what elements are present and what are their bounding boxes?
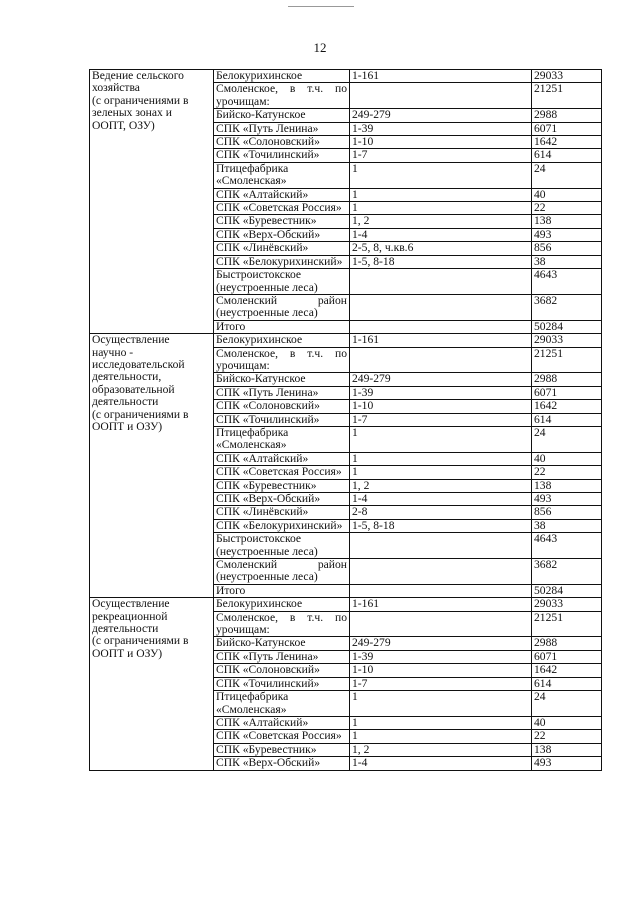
quarter-numbers-cell: 1 bbox=[350, 202, 532, 215]
quarter-numbers-cell: 1, 2 bbox=[350, 479, 532, 492]
purpose-line: рекреационной bbox=[92, 609, 168, 623]
quarter-numbers-cell: 1-10 bbox=[350, 136, 532, 149]
area-ha-cell: 6071 bbox=[532, 122, 602, 135]
quarter-numbers-cell bbox=[350, 611, 532, 637]
area-ha-cell: 29033 bbox=[532, 598, 602, 611]
forest-use-purpose bbox=[90, 598, 214, 770]
area-name-cell: СПК «Точилинский» bbox=[214, 149, 350, 162]
purpose-line: ООПТ и ОЗУ) bbox=[92, 419, 163, 433]
quarter-numbers-cell: 1-4 bbox=[350, 493, 532, 506]
quarter-numbers-cell: 1-161 bbox=[350, 70, 532, 83]
quarter-numbers-cell: 1 bbox=[350, 691, 532, 717]
area-name-cell: СПК «Советская Россия» bbox=[214, 730, 350, 743]
quarter-numbers-cell: 1-5, 8-18 bbox=[350, 255, 532, 268]
forest-use-table-body bbox=[90, 70, 602, 771]
area-ha-cell: 614 bbox=[532, 413, 602, 426]
purpose-line: зеленых зонах и bbox=[92, 106, 172, 120]
quarter-numbers-cell: 1 bbox=[350, 452, 532, 465]
quarter-numbers-cell: 1-10 bbox=[350, 400, 532, 413]
area-ha-cell: 22 bbox=[532, 466, 602, 479]
area-ha-cell: 21251 bbox=[532, 83, 602, 109]
quarter-numbers-cell: 249-279 bbox=[350, 109, 532, 122]
quarter-numbers-cell bbox=[350, 294, 532, 320]
quarter-numbers-cell: 2-8 bbox=[350, 506, 532, 519]
area-name-cell: Бийско-Катунское bbox=[214, 373, 350, 386]
area-name-cell: СПК «Алтайский» bbox=[214, 716, 350, 729]
area-name-cell: СПК «Алтайский» bbox=[214, 452, 350, 465]
quarter-numbers-cell bbox=[350, 533, 532, 559]
purpose-line: деятельности bbox=[92, 622, 159, 636]
forest-use-purpose bbox=[90, 70, 214, 334]
area-name-cell: СПК «Солоновский» bbox=[214, 664, 350, 677]
area-ha-cell: 38 bbox=[532, 519, 602, 532]
forest-use-purpose bbox=[90, 334, 214, 598]
quarter-numbers-cell bbox=[350, 347, 532, 373]
area-ha-cell: 614 bbox=[532, 677, 602, 690]
area-ha-cell: 1642 bbox=[532, 136, 602, 149]
area-ha-cell: 21251 bbox=[532, 347, 602, 373]
area-name-cell: Смоленский район (неустроенные леса) bbox=[214, 559, 350, 585]
purpose-line: образовательной bbox=[92, 382, 175, 396]
area-ha-cell: 4643 bbox=[532, 269, 602, 295]
purpose-line: исследовательской bbox=[92, 357, 185, 371]
area-name-cell: Итого bbox=[214, 584, 350, 597]
area-name-cell: СПК «Алтайский» bbox=[214, 188, 350, 201]
area-name-cell: Быстроистокское (неустроенные леса) bbox=[214, 269, 350, 295]
quarter-numbers-cell: 1-7 bbox=[350, 677, 532, 690]
table-row bbox=[90, 598, 602, 611]
quarter-numbers-cell bbox=[350, 269, 532, 295]
area-ha-cell: 24 bbox=[532, 691, 602, 717]
purpose-line: научно - bbox=[92, 345, 134, 359]
purpose-line: ООПТ, ОЗУ) bbox=[92, 118, 155, 132]
purpose-line: Осуществление bbox=[92, 333, 170, 347]
area-name-cell: СПК «Буревестник» bbox=[214, 479, 350, 492]
table-row bbox=[90, 334, 602, 347]
area-name-cell: Смоленское, в т.ч. по урочищам: bbox=[214, 347, 350, 373]
area-name-cell: Бийско-Катунское bbox=[214, 637, 350, 650]
quarter-numbers-cell: 1 bbox=[350, 162, 532, 188]
area-name-cell: Смоленское, в т.ч. по урочищам: bbox=[214, 611, 350, 637]
area-ha-cell: 2988 bbox=[532, 373, 602, 386]
area-name-cell: СПК «Путь Ленина» bbox=[214, 122, 350, 135]
area-name-cell: СПК «Буревестник» bbox=[214, 743, 350, 756]
quarter-numbers-cell: 249-279 bbox=[350, 637, 532, 650]
page-number: 12 bbox=[313, 40, 327, 55]
area-ha-cell: 40 bbox=[532, 188, 602, 201]
purpose-line: деятельности bbox=[92, 395, 159, 409]
area-ha-cell: 22 bbox=[532, 202, 602, 215]
quarter-numbers-cell: 1 bbox=[350, 426, 532, 452]
purpose-line: ООПТ и ОЗУ) bbox=[92, 646, 163, 660]
quarter-numbers-cell bbox=[350, 320, 532, 333]
area-name-cell: СПК «Верх-Обский» bbox=[214, 228, 350, 241]
area-ha-cell: 2988 bbox=[532, 637, 602, 650]
purpose-line: (с ограничениями в bbox=[92, 93, 189, 107]
quarter-numbers-cell: 1, 2 bbox=[350, 743, 532, 756]
area-name-cell: СПК «Буревестник» bbox=[214, 215, 350, 228]
area-ha-cell: 856 bbox=[532, 242, 602, 255]
area-ha-cell: 493 bbox=[532, 757, 602, 770]
area-ha-cell: 50284 bbox=[532, 584, 602, 597]
area-name-cell: Смоленский район (неустроенные леса) bbox=[214, 294, 350, 320]
area-ha-cell: 614 bbox=[532, 149, 602, 162]
area-name-cell: СПК «Солоновский» bbox=[214, 400, 350, 413]
area-name-cell: СПК «Советская Россия» bbox=[214, 202, 350, 215]
quarter-numbers-cell: 1-5, 8-18 bbox=[350, 519, 532, 532]
purpose-line: Осуществление bbox=[92, 597, 170, 611]
area-ha-cell: 4643 bbox=[532, 533, 602, 559]
area-name-cell: Итого bbox=[214, 320, 350, 333]
area-ha-cell: 22 bbox=[532, 730, 602, 743]
quarter-numbers-cell: 1-161 bbox=[350, 598, 532, 611]
area-name-cell: СПК «Путь Ленина» bbox=[214, 650, 350, 663]
area-name-cell: СПК «Белокурихинский» bbox=[214, 255, 350, 268]
quarter-numbers-cell: 1-10 bbox=[350, 664, 532, 677]
quarter-numbers-cell: 1 bbox=[350, 466, 532, 479]
quarter-numbers-cell: 1 bbox=[350, 716, 532, 729]
area-ha-cell: 29033 bbox=[532, 70, 602, 83]
area-ha-cell: 1642 bbox=[532, 664, 602, 677]
quarter-numbers-cell: 1-4 bbox=[350, 757, 532, 770]
area-ha-cell: 40 bbox=[532, 716, 602, 729]
purpose-line: хозяйства bbox=[92, 81, 140, 95]
area-ha-cell: 40 bbox=[532, 452, 602, 465]
quarter-numbers-cell: 1, 2 bbox=[350, 215, 532, 228]
area-ha-cell: 138 bbox=[532, 743, 602, 756]
area-ha-cell: 24 bbox=[532, 162, 602, 188]
quarter-numbers-cell: 1 bbox=[350, 188, 532, 201]
quarter-numbers-cell: 249-279 bbox=[350, 373, 532, 386]
purpose-line: (с ограничениями в bbox=[92, 634, 189, 648]
area-name-cell: Птицефабрика «Смоленская» bbox=[214, 162, 350, 188]
area-ha-cell: 38 bbox=[532, 255, 602, 268]
purpose-line: (с ограничениями в bbox=[92, 407, 189, 421]
quarter-numbers-cell bbox=[350, 584, 532, 597]
area-ha-cell: 3682 bbox=[532, 559, 602, 585]
quarter-numbers-cell: 1-39 bbox=[350, 386, 532, 399]
area-name-cell: СПК «Путь Ленина» bbox=[214, 386, 350, 399]
forest-use-table bbox=[89, 69, 602, 771]
area-name-cell: СПК «Верх-Обский» bbox=[214, 757, 350, 770]
quarter-numbers-cell bbox=[350, 559, 532, 585]
area-ha-cell: 3682 bbox=[532, 294, 602, 320]
quarter-numbers-cell bbox=[350, 83, 532, 109]
table-row bbox=[90, 70, 602, 83]
quarter-numbers-cell: 2-5, 8, ч.кв.6 bbox=[350, 242, 532, 255]
scan-top-rule bbox=[288, 6, 354, 7]
area-name-cell: СПК «Точилинский» bbox=[214, 677, 350, 690]
quarter-numbers-cell: 1-7 bbox=[350, 413, 532, 426]
area-name-cell: СПК «Линёвский» bbox=[214, 242, 350, 255]
area-ha-cell: 856 bbox=[532, 506, 602, 519]
area-ha-cell: 29033 bbox=[532, 334, 602, 347]
area-name-cell: Птицефабрика «Смоленская» bbox=[214, 426, 350, 452]
quarter-numbers-cell: 1-161 bbox=[350, 334, 532, 347]
area-ha-cell: 1642 bbox=[532, 400, 602, 413]
area-name-cell: Птицефабрика «Смоленская» bbox=[214, 691, 350, 717]
area-name-cell: Смоленское, в т.ч. по урочищам: bbox=[214, 83, 350, 109]
quarter-numbers-cell: 1 bbox=[350, 730, 532, 743]
area-name-cell: Белокурихинское bbox=[214, 70, 350, 83]
area-ha-cell: 138 bbox=[532, 215, 602, 228]
area-name-cell: СПК «Белокурихинский» bbox=[214, 519, 350, 532]
quarter-numbers-cell: 1-4 bbox=[350, 228, 532, 241]
area-name-cell: СПК «Советская Россия» bbox=[214, 466, 350, 479]
area-ha-cell: 50284 bbox=[532, 320, 602, 333]
purpose-line: Ведение сельского bbox=[92, 69, 184, 82]
area-ha-cell: 138 bbox=[532, 479, 602, 492]
area-name-cell: СПК «Солоновский» bbox=[214, 136, 350, 149]
area-ha-cell: 24 bbox=[532, 426, 602, 452]
area-ha-cell: 6071 bbox=[532, 386, 602, 399]
area-ha-cell: 493 bbox=[532, 228, 602, 241]
area-name-cell: СПК «Линёвский» bbox=[214, 506, 350, 519]
quarter-numbers-cell: 1-39 bbox=[350, 650, 532, 663]
area-name-cell: СПК «Точилинский» bbox=[214, 413, 350, 426]
area-name-cell: Белокурихинское bbox=[214, 334, 350, 347]
area-name-cell: Быстроистокское (неустроенные леса) bbox=[214, 533, 350, 559]
area-ha-cell: 2988 bbox=[532, 109, 602, 122]
area-name-cell: Белокурихинское bbox=[214, 598, 350, 611]
purpose-line: деятельности, bbox=[92, 370, 162, 384]
area-ha-cell: 6071 bbox=[532, 650, 602, 663]
area-name-cell: Бийско-Катунское bbox=[214, 109, 350, 122]
area-ha-cell: 493 bbox=[532, 493, 602, 506]
area-name-cell: СПК «Верх-Обский» bbox=[214, 493, 350, 506]
area-ha-cell: 21251 bbox=[532, 611, 602, 637]
quarter-numbers-cell: 1-39 bbox=[350, 122, 532, 135]
quarter-numbers-cell: 1-7 bbox=[350, 149, 532, 162]
